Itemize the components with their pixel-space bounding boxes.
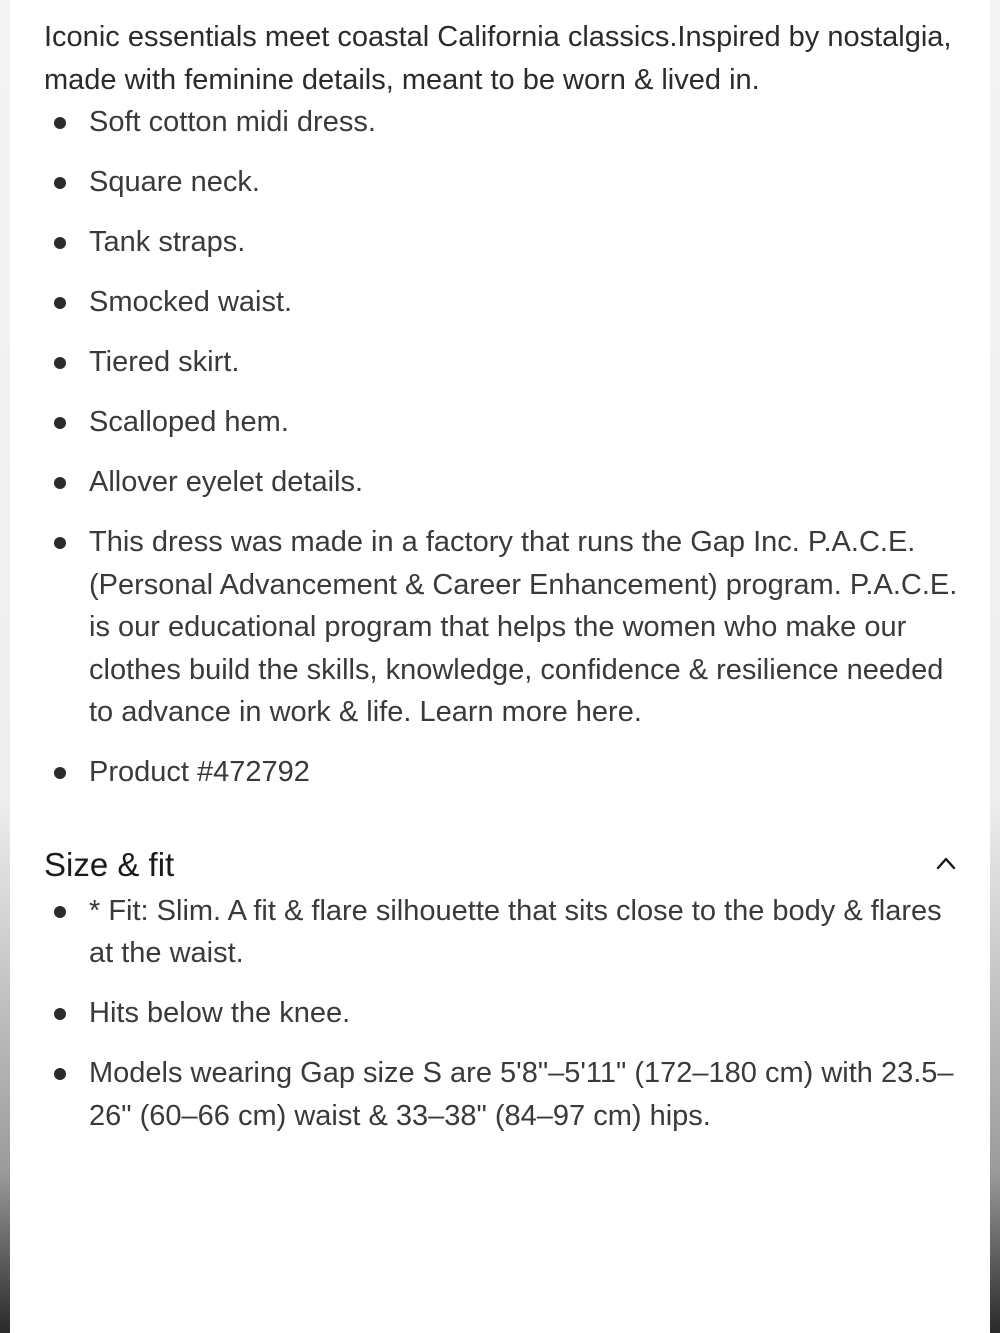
product-features-list [44,101,960,794]
list-item: Hits below the knee. [44,992,960,1035]
list-item: Tank straps. [44,221,960,264]
list-item: Tiered skirt. [44,341,960,384]
list-item: Soft cotton midi dress. [44,101,960,144]
list-item: Scalloped hem. [44,401,960,444]
list-item: Models wearing Gap size S are 5'8"–5'11" (172–180 cm) with 23.5–26" (60–66 cm) waist & 33–38" (84–97 cm) hips. [44,1052,960,1137]
product-number: Product #472792 [44,751,960,794]
chevron-up-icon[interactable] [936,856,956,870]
list-item: Square neck. [44,161,960,204]
product-intro-text: Iconic essentials meet coastal California classics.Inspired by nostalgia, made with feminine details, meant to be worn & lived in. [44,21,952,96]
list-item: This dress was made in a factory that runs the Gap Inc. P.A.C.E. (Personal Advancement & Career Enhancement) program. P.A.C.E. is our educational program that helps the women who make our clothes build the skills, knowledge, confidence & resilience needed to advance in work & life. Learn more here. [44,521,960,734]
list-item: * Fit: Slim. A fit & flare silhouette that sits close to the body & flares at the waist. [44,890,960,975]
list-item: Smocked waist. [44,281,960,324]
product-details-panel [44,16,960,1155]
size-fit-accordion-header[interactable] [44,840,960,890]
left-edge-shadow [0,0,10,1333]
section-title: Size & fit [44,845,175,883]
list-item: Allover eyelet details. [44,461,960,504]
right-edge-shadow [990,0,1000,1333]
size-fit-list [44,890,960,1138]
